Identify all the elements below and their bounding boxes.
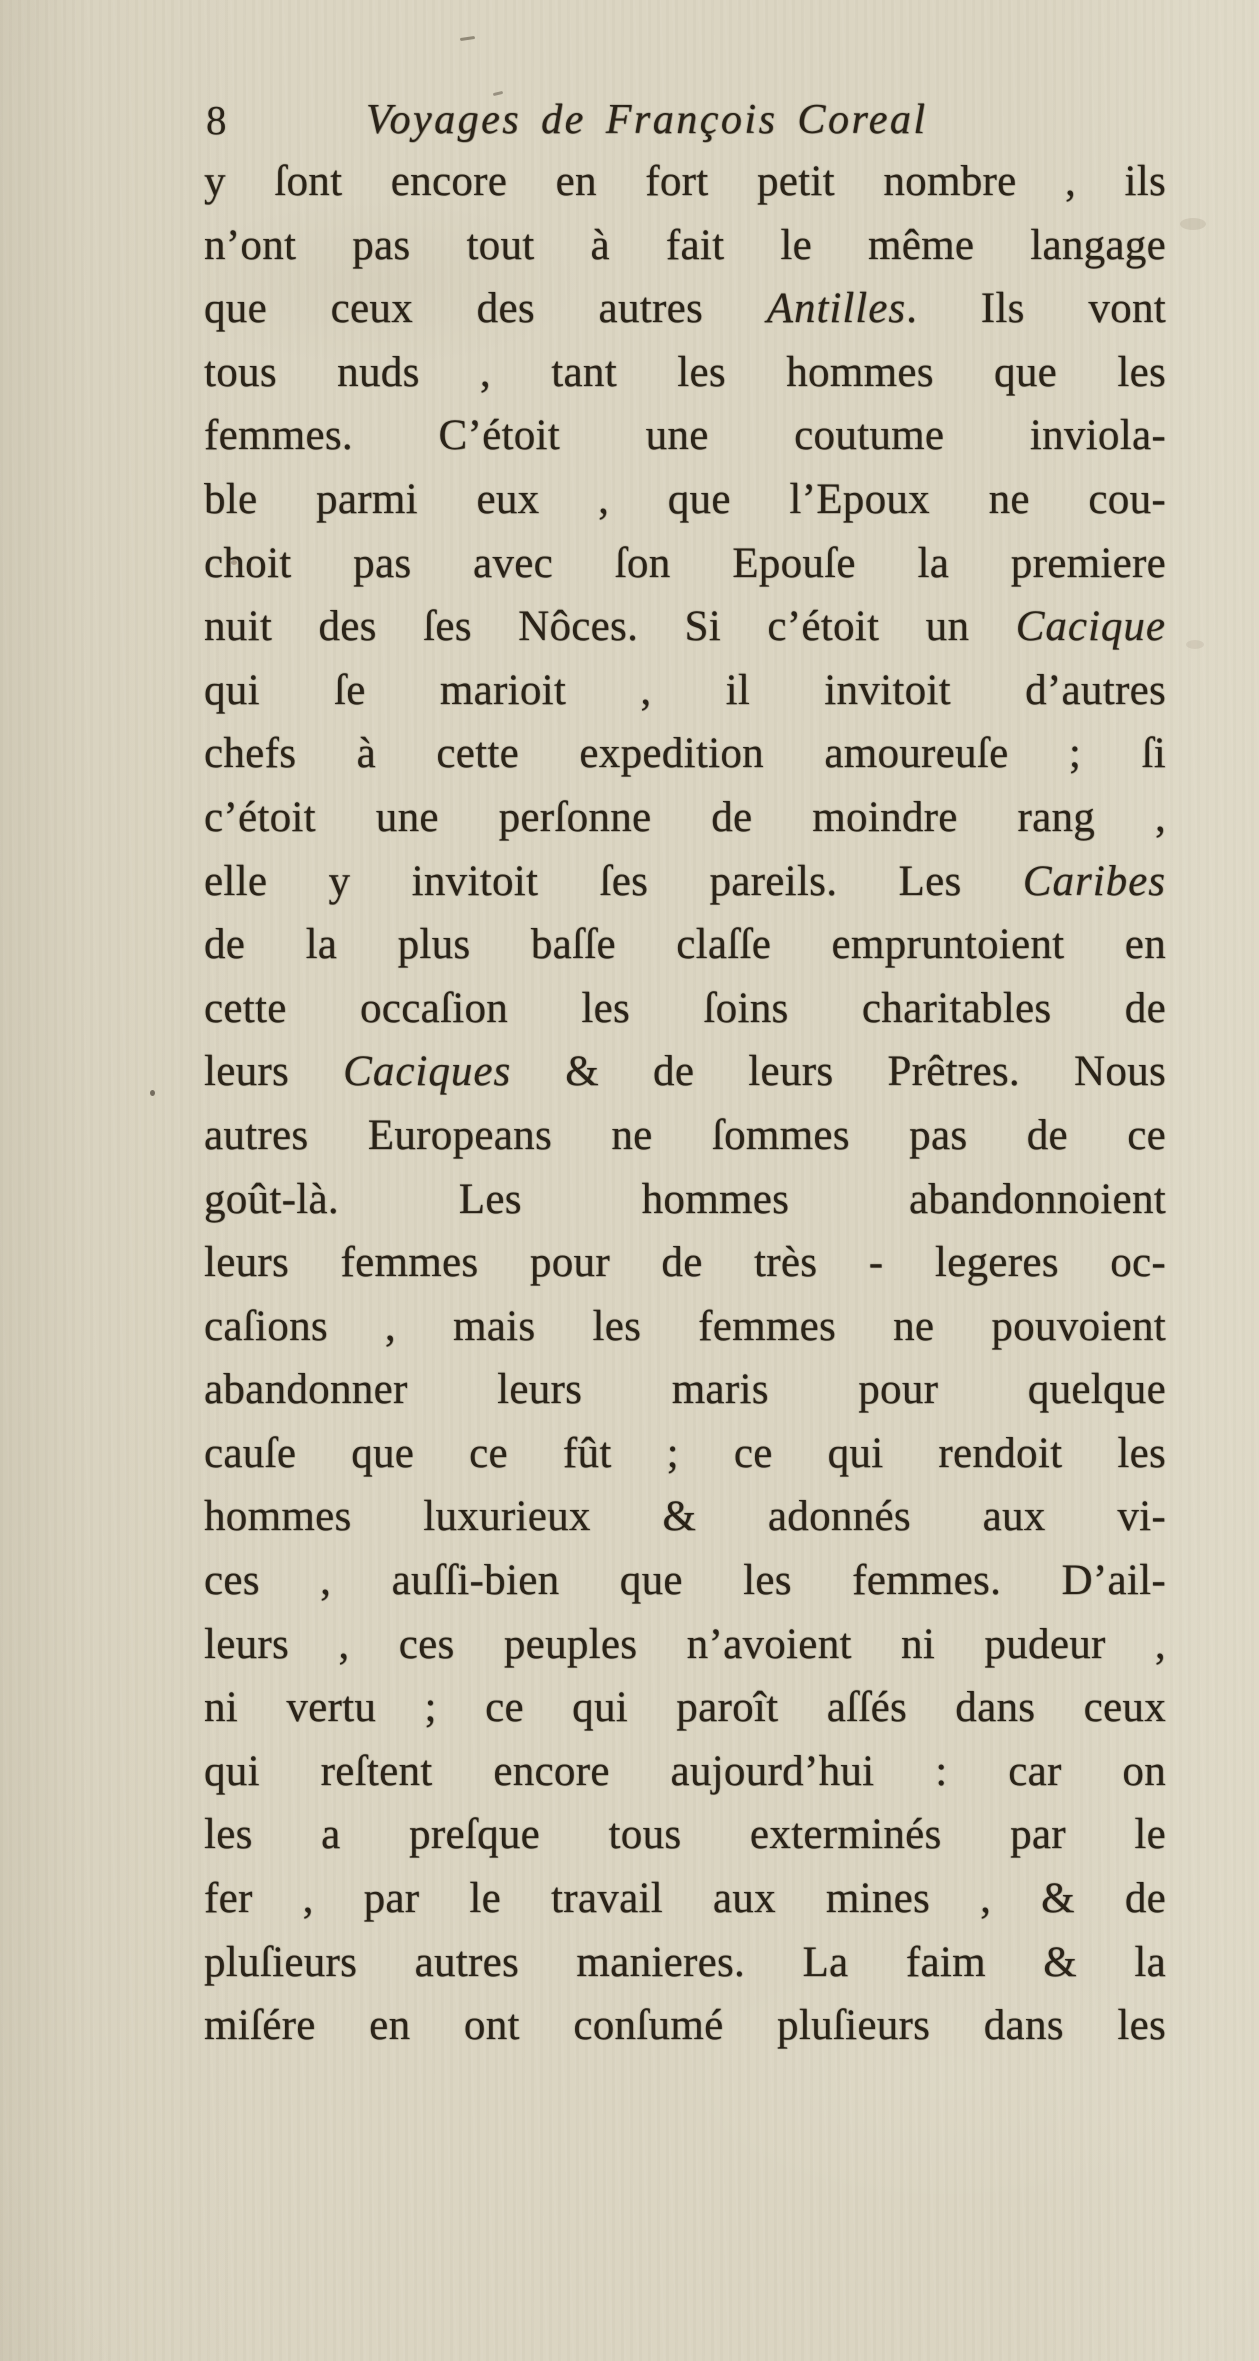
- text-line: leurs Caciques & de leurs Prêtres. Nous: [204, 1048, 1166, 1096]
- text-line: les a preſque tous exterminés par le: [204, 1811, 1166, 1859]
- text-line: de la plus baſſe claſſe empruntoient en: [204, 921, 1166, 969]
- text-line: cette occaſion les ſoins charitables de: [204, 984, 1166, 1032]
- ink-speck: [1186, 640, 1204, 649]
- text-line: femmes. C’étoit une coutume inviola-: [204, 412, 1166, 460]
- text-line: miſére en ont conſumé pluſieurs dans les: [204, 2002, 1166, 2050]
- ink-speck: [1180, 218, 1206, 230]
- text-line: nuit des ſes Nôces. Si c’étoit un Cacique: [204, 603, 1166, 651]
- text-line: tous nuds , tant les hommes que les: [204, 348, 1166, 396]
- text-line: ble parmi eux , que l’Epoux ne cou-: [204, 475, 1166, 523]
- text-line: caſions , mais les femmes ne pouvoient: [204, 1302, 1166, 1350]
- text-line: n’ont pas tout à fait le même langage: [204, 221, 1166, 269]
- text-line: goût-là. Les hommes abandonnoient: [204, 1175, 1166, 1223]
- text-line: que ceux des autres Antilles. Ils vont: [204, 285, 1166, 333]
- text-line: leurs femmes pour de très - legeres oc-: [204, 1239, 1166, 1287]
- text-line: fer , par le travail aux mines , & de: [204, 1875, 1166, 1923]
- text-line: abandonner leurs maris pour quelque: [204, 1366, 1166, 1414]
- text-line: ces , auſſi-bien que les femmes. D’ail-: [204, 1557, 1166, 1605]
- page-number: 8: [206, 97, 228, 143]
- text-line: c’étoit une perſonne de moindre rang ,: [204, 793, 1166, 841]
- text-line: elle y invitoit ſes pareils. Les Caribes: [204, 857, 1166, 905]
- text-line: ni vertu ; ce qui paroît aſſés dans ceux: [204, 1684, 1166, 1732]
- text-line: y ſont encore en fort petit nombre , ils: [204, 158, 1166, 205]
- text-line: pluſieurs autres manieres. La faim & la: [204, 1938, 1166, 1986]
- text-line: qui ſe marioit , il invitoit d’autres: [204, 666, 1166, 714]
- page-text: [204, 150, 1166, 2058]
- running-title: Voyages de François Coreal: [366, 97, 928, 143]
- text-line: qui reſtent encore aujourd’hui : car on: [204, 1747, 1166, 1795]
- ink-speck: [460, 36, 475, 41]
- ink-speck: [231, 560, 237, 565]
- text-line: choit pas avec ſon Epouſe la premiere: [204, 539, 1166, 587]
- text-line: autres Europeans ne ſommes pas de ce: [204, 1111, 1166, 1159]
- page-header: [0, 90, 1259, 156]
- text-line: leurs , ces peuples n’avoient ni pudeur ,: [204, 1620, 1166, 1668]
- ink-speck: [150, 1090, 155, 1096]
- text-line: chefs à cette expedition amoureuſe ; ſi: [204, 730, 1166, 778]
- text-line: cauſe que ce fût ; ce qui rendoit les: [204, 1429, 1166, 1477]
- text-line: hommes luxurieux & adonnés aux vi-: [204, 1493, 1166, 1541]
